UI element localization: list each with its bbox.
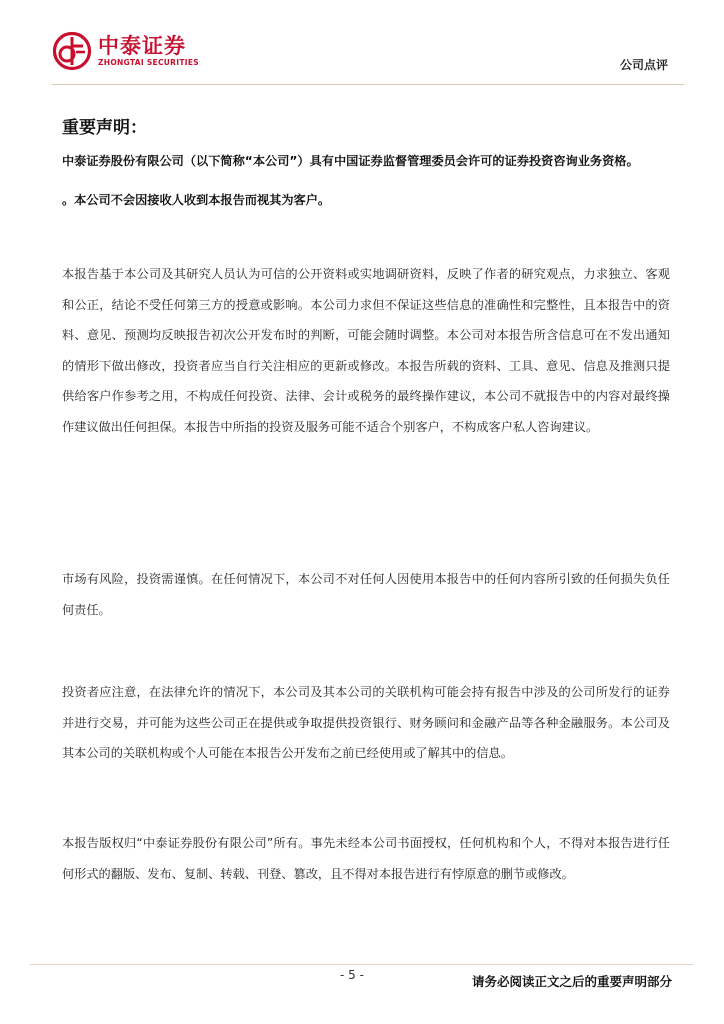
client-statement: 。本公司不会因接收人收到本报告而视其为客户。 <box>62 193 331 207</box>
header-divider <box>52 84 684 85</box>
document-type-label: 公司点评 <box>619 58 668 72</box>
logo-english-name: ZHONGTAI SECURITIES <box>98 58 199 67</box>
conflict-of-interest-paragraph: 投资者应注意，在法律允许的情况下，本公司及其本公司的关联机构可能会持有报告中涉及的公司所发行的证券并进行交易，并可能为这些公司正在提供或争取提供投资银行、财务顾问和金融产品等各种金融服务。本公司及其本公司的关联机构或个人可能在本报告公开发布之前已经使用或了解其中的信息。 <box>62 685 670 760</box>
copyright-paragraph: 本报告版权归“中泰证券股份有限公司”所有。事先未经本公司书面授权，任何机构和个人，不得对本报告进行任何形式的翻版、发布、复制、转载、刊登、篡改，且不得对本报告进行有悖原意的删节或修改。 <box>62 836 670 881</box>
risk-paragraph: 市场有风险，投资需谨慎。在任何情况下，本公司不对任何人因使用本报告中的任何内容所引致的任何损失负任何责任。 <box>62 572 670 617</box>
section-title: 重要声明： <box>62 118 147 138</box>
zhongtai-logo-icon <box>52 31 92 71</box>
page-number: - 5 - <box>340 968 364 982</box>
qualification-statement: 中泰证券股份有限公司（以下简称“本公司”）具有中国证券监督管理委员会许可的证券投资咨询业务资格。 <box>62 154 639 168</box>
footer-notice: 请务必阅读正文之后的重要声明部分 <box>471 974 672 989</box>
footer-divider <box>30 964 694 965</box>
company-logo <box>52 28 199 74</box>
page-header <box>0 0 724 90</box>
disclaimer-paragraph: 本报告基于本公司及其研究人员认为可信的公开资料或实地调研资料，反映了作者的研究观点，力求独立、客观和公正，结论不受任何第三方的授意或影响。本公司力求但不保证这些信息的准确性和完整性，且本报告中的资料、意见、预测均反映报告初次公开发布时的判断，可能会随时调整。本公司对本报告所含信息可在不发出通知的情形下做出修改，投资者应当自行关注相应的更新或修改。本报告所载的资料、工具、意见、信息及推测只提供给客户作参考之用，不构成任何投资、法律、会计或税务的最终操作建议，本公司不就报告中的内容对最终操作建议做出任何担保。本报告中所指的投资及服务可能不适合个别客户，不构成客户私人咨询建议。 <box>62 267 670 434</box>
logo-chinese-name: 中泰证券 <box>98 34 186 58</box>
